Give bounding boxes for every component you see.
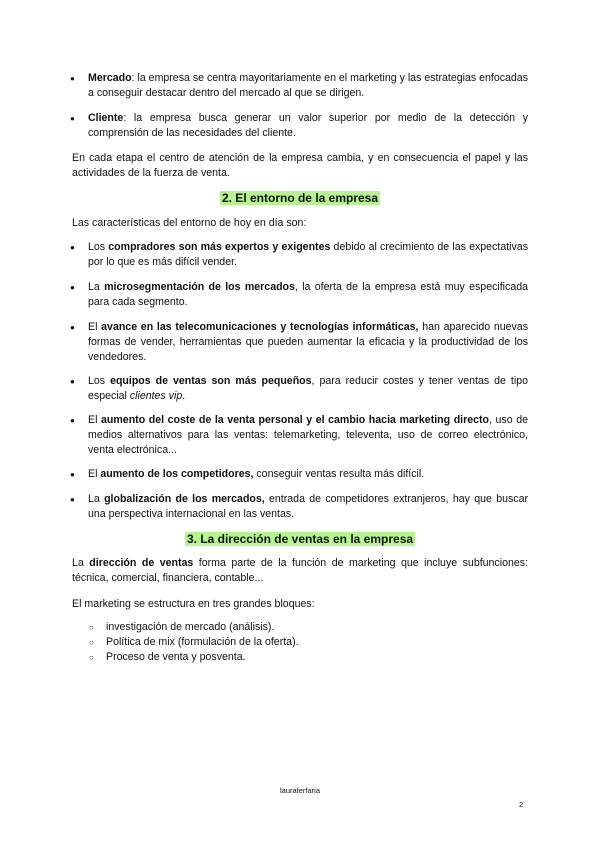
bullet-globalizacion: ● La globalización de los mercados, entrada de competidores extranjeros, hay que buscar una perspectiva internacional en las ventas.: [88, 492, 528, 522]
paragraph-caracteristicas: Las características del entorno de hoy en día son:: [72, 217, 307, 229]
bullet-compradores: ● Los compradores son más expertos y exigentes debido al crecimiento de las expectativas por lo que es más difícil vender.: [88, 240, 528, 270]
bullet-mercado: ● Mercado: la empresa se centra mayoritariamente en el marketing y las estrategias enfocadas a conseguir destacar dentro del mercado al que se dirigen.: [88, 71, 528, 101]
section-heading-entorno: 2. El entorno de la empresa: [221, 191, 379, 205]
bullet-competidores: ● El aumento de los competidores, conseguir ventas resulta más difícil.: [88, 467, 528, 482]
bullet-cliente: ● Cliente: la empresa busca generar un valor superior por medio de la detección y comprensión de las necesidades del cliente.: [88, 111, 528, 141]
bullet-telecomunicaciones: ● El avance en las telecomunicaciones y tecnologías informáticas, han aparecido nuevas formas de vender, herramientas que pueden aumentar la eficacia y la productividad de los vendedores.: [88, 320, 528, 365]
page-number: 2: [519, 800, 524, 809]
bullet-equipos: ● Los equipos de ventas son más pequeños, para reducir costes y tener ventas de tipo especial clientes vip.: [88, 374, 528, 404]
paragraph-etapa: En cada etapa el centro de atención de la empresa cambia, y en consecuencia el papel y las actividades de la fuerza de venta.: [72, 152, 528, 179]
list-item-investigacion: ○ investigación de mercado (análisis).: [106, 621, 274, 634]
list-item-politica: ○ Política de mix (formulación de la oferta).: [106, 636, 299, 649]
bullet-coste-venta: ● El aumento del coste de la venta personal y el cambio hacia marketing directo, uso de medios alternativos para las ventas: telemarketing, televenta, uso de correo electrónico, venta electrónica...: [88, 413, 528, 458]
list-item-proceso: ○ Proceso de venta y posventa.: [106, 651, 246, 664]
paragraph-marketing: El marketing se estructura en tres grandes bloques:: [72, 598, 315, 610]
footer-author: lauraferfaria: [279, 786, 321, 795]
bullet-microsegmentacion: ● La microsegmentación de los mercados, la oferta de la empresa está muy especificada para cada segmento.: [88, 280, 528, 310]
section-heading-direccion: 3. La dirección de ventas en la empresa: [186, 532, 414, 546]
paragraph-direccion: La dirección de ventas forma parte de la función de marketing que incluye subfunciones: técnica, comercial, financiera, contable...: [72, 557, 528, 584]
